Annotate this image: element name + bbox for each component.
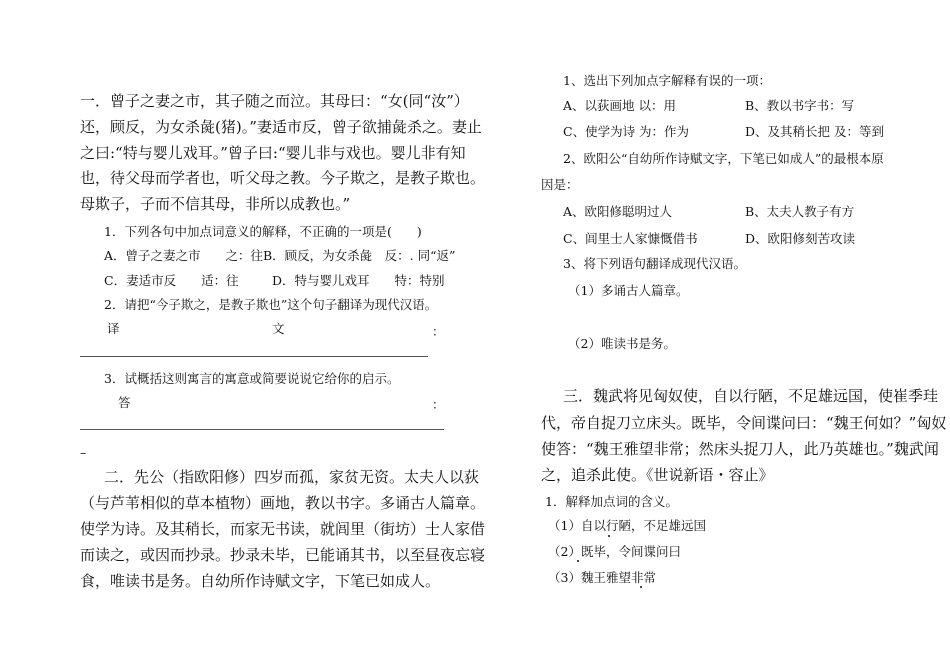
answer-colon: ： bbox=[432, 397, 445, 412]
passage3-line-3: 使答：“魏王雅望非常；然床头捉刀人，此乃英雄也。”魏武闻 bbox=[541, 440, 939, 458]
passage3-line-1: 三．魏武将见匈奴使，自以行陋，不足雄远国，使崔季珪 bbox=[563, 387, 939, 405]
passage1-line-3: 之曰:“特与婴儿戏耳。”曾子曰:“婴儿非与戏也。婴儿非有知 bbox=[80, 144, 466, 162]
right-q4-stem: 1．解释加点词的含义。 bbox=[545, 494, 678, 509]
right-q3-item-1: （1）多诵古人篇章。 bbox=[568, 283, 689, 298]
left-q1-option-a: A．曾子之妻之市 之：往 bbox=[104, 248, 264, 263]
translation-colon: ： bbox=[432, 324, 445, 339]
stray-mark: – bbox=[80, 445, 87, 460]
passage1-line-5: 母欺子，子而不信其母，非所以成教也。” bbox=[80, 195, 351, 213]
emphasis-dot bbox=[640, 586, 642, 588]
right-q1-stem: 1、选出下列加点字解释有误的一项： bbox=[563, 73, 771, 88]
left-q1-option-b: B．顾反，为女杀彘 反：. 同“返” bbox=[263, 248, 456, 263]
emphasis-dot bbox=[577, 560, 579, 562]
answer-label: 答 bbox=[118, 395, 131, 410]
right-q4-item-3: （3）魏王雅望非常 bbox=[548, 570, 656, 585]
passage2-line-5: 食，唯读书是务。自幼所作诗赋文字，下笔已如成人。 bbox=[80, 572, 441, 590]
right-q2-stem-line-2: 因是： bbox=[541, 177, 579, 192]
left-q1-stem: 1．下列各句中加点词意义的解释，不正确的一项是( ) bbox=[104, 224, 422, 239]
passage2-line-4: 而读之，或因而抄录。抄录未毕，已能诵其书，以至昼夜忘寝 bbox=[80, 546, 486, 564]
emphasis-dot bbox=[608, 535, 610, 537]
right-q1-option-c: C、使学为诗 为：作为 bbox=[563, 124, 690, 139]
right-q1-option-a: A、以荻画地 以：用 bbox=[563, 98, 677, 113]
passage1-line-1: 一．曾子之妻之市，其子随之而泣。其母曰：“女(同“汝”） bbox=[80, 92, 469, 110]
answer-line bbox=[80, 429, 444, 430]
right-q2-stem-line-1: 2、欧阳公“自幼所作诗赋文字，下笔已如成人”的最根本原 bbox=[563, 151, 884, 166]
right-q2-option-a: A、欧阳修聪明过人 bbox=[563, 204, 673, 219]
passage3-line-2: 代，帝自捉刀立床头。既毕，令间谍问曰：“魏王何如？”匈奴 bbox=[541, 414, 947, 432]
right-q2-option-b: B、太夫人教子有方 bbox=[745, 204, 855, 219]
left-q1-option-c: C．妻适市反 适：往 bbox=[104, 273, 239, 288]
passage2-line-2: （与芦苇相似的草本植物）画地，教以书字。多诵古人篇章。 bbox=[80, 494, 486, 512]
translation-label-yi: 译 bbox=[107, 321, 120, 336]
left-q1-option-d: D．特与婴儿戏耳 特：特别 bbox=[272, 273, 445, 288]
passage2-line-3: 使学为诗。及其稍长，而家无书读，就闾里（街坊）士人家借 bbox=[80, 520, 486, 538]
left-q3-stem: 3．试概括这则寓言的寓意或简要说说它给你的启示。 bbox=[104, 371, 400, 386]
translation-label-wen: 文 bbox=[272, 321, 285, 336]
right-q2-option-c: C、闾里士人家慷慨借书 bbox=[563, 231, 698, 246]
left-q2-stem: 2．请把“今子欺之，是教子欺也”这个句子翻译为现代汉语。 bbox=[104, 297, 438, 312]
right-q3-stem: 3、将下列语句翻译成现代汉语。 bbox=[563, 256, 746, 271]
passage2-line-1: 二．先公（指欧阳修）四岁而孤，家贫无资。太夫人以荻 bbox=[104, 468, 480, 486]
passage1-line-2: 还，顾反，为女杀彘(猪)。”妻适市反，曾子欲捕彘杀之。妻止 bbox=[80, 118, 482, 136]
right-q3-item-2: （2）唯读书是务。 bbox=[568, 336, 676, 351]
right-q2-option-d: D、欧阳修刻苦攻读 bbox=[745, 231, 856, 246]
right-q4-item-2: （2）既毕，令间谍问曰 bbox=[548, 544, 681, 559]
right-q1-option-d: D、及其稍长把 及：等到 bbox=[745, 124, 884, 139]
passage1-line-4: 也，待父母而学者也，听父母之教。今子欺之，是教子欺也。 bbox=[80, 169, 486, 187]
translation-answer-line bbox=[80, 356, 428, 357]
right-q4-item-1: （1）自以行陋，不足雄远国 bbox=[548, 518, 706, 533]
passage3-line-4: 之，追杀此使。《世说新语・容止》 bbox=[541, 466, 774, 484]
right-q1-option-b: B、教以书字书：写 bbox=[745, 98, 855, 113]
